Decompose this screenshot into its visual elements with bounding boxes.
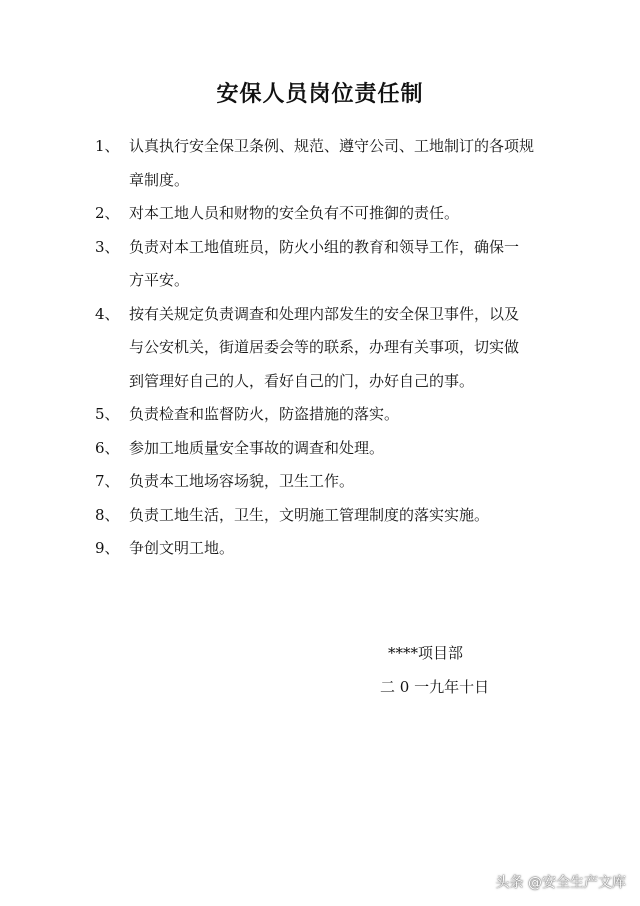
item-number: 5、: [95, 405, 120, 423]
list-item: [95, 432, 585, 466]
item-text: 争创文明工地。: [129, 539, 235, 557]
item-number: 3、: [95, 237, 120, 256]
document-title: 安保人员岗位责任制: [216, 82, 424, 107]
list-item: [95, 398, 585, 432]
item-number: 9、: [95, 539, 120, 557]
item-number: 4、: [95, 304, 120, 323]
item-text: 负责对本工地值班员，防火小组的教育和领导工作，确保一 方平安。: [129, 237, 520, 289]
item-text: 负责工地生活，卫生，文明施工管理制度的落实实施。: [129, 505, 490, 524]
list-item: [95, 532, 585, 566]
item-text: 参加工地质量安全事故的调查和处理。: [129, 438, 385, 457]
item-text: 负责本工地场容场貌，卫生工作。: [129, 472, 355, 490]
department-name: ****项目部: [388, 644, 464, 662]
list-item: [95, 130, 585, 197]
item-text: 按有关规定负责调查和处理内部发生的安全保卫事件，以及 与公安机关，街道居委会等的联系，办理有关事项，切实做 到管理好自己的人，看好自己的门，办好自己的事。: [129, 304, 520, 390]
responsibility-list: [95, 130, 585, 566]
list-item: [95, 499, 585, 533]
list-item: [95, 197, 585, 231]
item-number: 7、: [95, 472, 120, 490]
list-item: [95, 231, 585, 298]
item-text: 负责检查和监督防火，防盗措施的落实。: [129, 405, 400, 423]
watermark: 头条 @安全生产文库: [495, 875, 626, 891]
list-item: [95, 465, 585, 499]
item-text: 认真执行安全保卫条例、规范、遵守公司、工地制订的各项规 章制度。: [129, 137, 535, 189]
item-text: 对本工地人员和财物的安全负有不可推御的责任。: [129, 204, 460, 222]
item-number: 6、: [95, 438, 120, 457]
item-number: 2、: [95, 204, 120, 222]
signoff-date: 二 0 一九年十日: [380, 678, 490, 696]
list-item: [95, 298, 585, 399]
item-number: 1、: [95, 137, 120, 155]
item-number: 8、: [95, 505, 120, 524]
signoff-block: [380, 636, 560, 704]
